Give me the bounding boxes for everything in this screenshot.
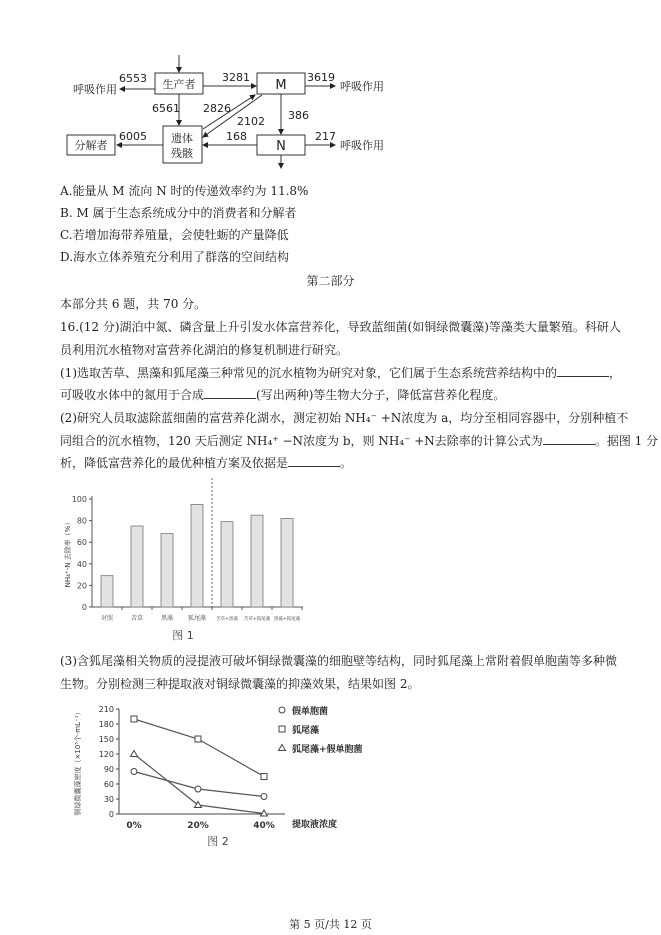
y-tick-label: 60: [76, 538, 87, 548]
text: 同组合的沉水植物，120 天后测定 NH₄⁺ −N浓度为 b，则 NH₄⁻ +N去除率的计算公式为: [60, 434, 543, 448]
text: 可吸收水体中的氮用于合成: [60, 388, 205, 402]
y-tick-label: 40: [76, 559, 87, 569]
option-d: D.海水立体养殖充分利用了群落的空间结构: [60, 250, 290, 264]
figure-2-line-chart: [0, 695, 400, 855]
value-label: 217: [315, 130, 336, 143]
data-point-0-1: [195, 786, 201, 792]
q16-p2c: [60, 455, 352, 471]
legend-marker-2: [279, 745, 286, 751]
legend-label-1: 狐尾藻: [292, 726, 320, 736]
answer-blank: [204, 387, 256, 399]
answer-blank: [288, 455, 340, 467]
y-tick-label: 20: [76, 581, 87, 591]
text: (1)选取苦草、黑藻和狐尾藻三种常见的沉水植物为研究对象，它们属于生态系统营养结构中的: [60, 366, 558, 380]
answer-blank: [543, 433, 595, 445]
text: ，: [609, 366, 622, 380]
y-tick-label: 100: [71, 495, 87, 504]
y-tick-label: 120: [98, 750, 114, 759]
chart-title: 图 2: [207, 835, 229, 848]
figure-1-bar-chart: [0, 470, 330, 650]
option-c: C.若增加海带养殖量，会使牡蛎的产量降低: [60, 228, 289, 242]
energy-flow-diagram: [0, 0, 400, 175]
x-tick-label: 苦草+黑藻: [216, 617, 238, 622]
data-point-0-0: [131, 769, 137, 775]
data-point-1-0: [131, 716, 137, 722]
data-point-1-2: [261, 774, 267, 780]
bar-6: [281, 518, 293, 607]
producer-label: 生产者: [162, 78, 196, 91]
y-tick-label: 0: [108, 810, 114, 819]
section-note: 本部分共 6 题，共 70 分。: [60, 297, 207, 311]
series-line-0: [134, 772, 264, 797]
q16-p1a: [60, 365, 621, 381]
x-tick-label: 苦草: [130, 615, 144, 622]
x-tick-label: 40%: [253, 821, 275, 831]
q16-p2b: [60, 433, 658, 449]
data-point-0-2: [261, 794, 267, 800]
decomposer-label: 分解者: [74, 139, 108, 152]
legend-marker-1: [279, 726, 285, 732]
page-footer: 第 5 页/共 12 页: [289, 918, 372, 931]
remains-label-1: 遗体: [171, 132, 193, 145]
q16-p3a: (3)含狐尾藻相关物质的浸提液可破坏铜绿微囊藻的细胞壁等结构，同时狐尾藻上常附着假单胞菌等多种微: [60, 654, 618, 668]
x-tick-label: 狐尾藻: [187, 615, 207, 622]
y-axis-label: 铜绿微囊藻密度（×10⁵个·mL⁻¹）: [74, 708, 82, 816]
q16-p2a: (2)研究人员取滤除蓝细菌的富营养化湖水，测定初始 NH₄⁻ +N浓度为 a，均分至相同容器中，分别种植不: [60, 411, 629, 425]
respiration-n: 呼吸作用: [340, 139, 384, 152]
x-tick-label: 对照: [100, 615, 114, 622]
y-tick-label: 80: [76, 516, 87, 526]
value-label: 6553: [119, 72, 147, 85]
q16-line1: 16.(12 分)湖泊中氮、磷含量上升引发水体富营养化，导致蓝细菌(如铜绿微囊藻)等藻类大量繁殖。科研人: [60, 320, 621, 334]
data-point-2-0: [131, 751, 138, 757]
legend-marker-0: [279, 707, 285, 713]
y-tick-label: 60: [103, 780, 114, 789]
series-line-1: [134, 719, 264, 777]
value-label: 2102: [237, 115, 265, 128]
text: 。: [340, 456, 353, 470]
bar-3: [191, 504, 203, 607]
section-title: 第二部分: [306, 274, 355, 288]
x-axis-label: 提取液浓度: [292, 820, 338, 830]
q16-line2: 员利用沉水植物对富营养化湖泊的修复机制进行研究。: [60, 343, 349, 357]
legend-label-2: 狐尾藻+假单胞菌: [292, 745, 363, 755]
x-tick-label: 苦草+狐尾藻: [243, 617, 271, 622]
y-axis-label: NH₄⁺-N 去除率（%）: [64, 518, 72, 588]
y-tick-label: 210: [98, 705, 114, 714]
value-label: 6005: [119, 130, 147, 143]
value-label: 168: [226, 130, 247, 143]
chart-title: 图 1: [172, 629, 194, 642]
y-tick-label: 0: [81, 603, 87, 612]
value-label: 3281: [222, 71, 250, 84]
m-label: M: [275, 78, 287, 93]
value-label: 2826: [203, 102, 231, 115]
respiration-left: 呼吸作用: [73, 83, 117, 96]
text: 析，降低富营养化的最优种植方案及依据是: [60, 456, 289, 470]
x-tick-label: 黑藻+狐尾藻: [273, 617, 301, 622]
x-tick-label: 20%: [187, 821, 209, 831]
bar-4: [221, 522, 233, 607]
bar-0: [101, 576, 113, 607]
option-b: B. M 属于生态系统成分中的消费者和分解者: [60, 206, 297, 220]
y-tick-label: 150: [98, 735, 114, 744]
bar-5: [251, 515, 263, 607]
answer-blank: [557, 365, 609, 377]
value-label: 3619: [307, 71, 335, 84]
q16-p1b: [60, 387, 505, 403]
data-point-1-1: [195, 736, 201, 742]
value-label: 6561: [152, 102, 180, 115]
y-tick-label: 90: [103, 765, 114, 774]
y-tick-label: 180: [98, 720, 114, 729]
y-tick-label: 30: [103, 795, 114, 804]
n-label: N: [276, 139, 286, 154]
x-tick-label: 0%: [126, 821, 142, 831]
x-tick-label: 黑藻: [160, 615, 174, 622]
value-label: 386: [288, 109, 309, 122]
text: (写出两种)等生物大分子，降低富营养化程度。: [256, 388, 506, 402]
remains-label-2: 残骸: [171, 147, 193, 160]
q16-p3b: 生物。分别检测三种提取液对铜绿微囊藻的抑藻效果，结果如图 2。: [60, 677, 420, 691]
legend-label-0: 假单胞菌: [292, 707, 329, 717]
option-a: A.能量从 M 流向 N 时的传递效率约为 11.8%: [60, 184, 309, 198]
respiration-m: 呼吸作用: [340, 80, 384, 93]
text: 。据图 1 分: [594, 434, 659, 448]
bar-1: [131, 526, 143, 607]
bar-2: [161, 534, 173, 607]
